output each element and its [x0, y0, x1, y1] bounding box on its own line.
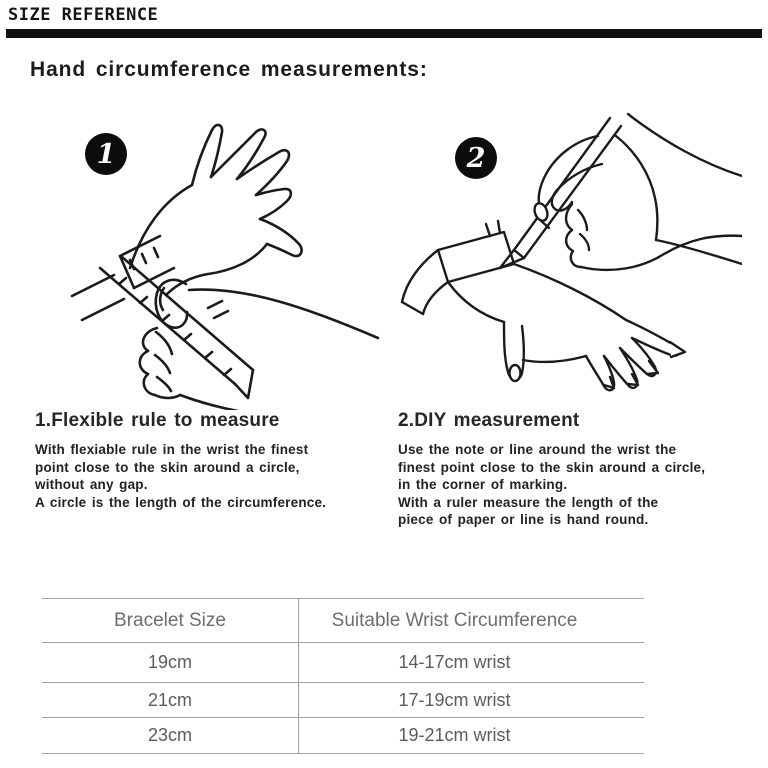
- page-title: SIZE REFERENCE: [8, 5, 159, 25]
- wrist-circumference-value: 14-17cm wrist: [298, 643, 644, 682]
- table-row: [42, 683, 644, 718]
- step-2-body-line: With a ruler measure the length of the: [398, 494, 659, 510]
- section-heading: Hand circumference measurements:: [30, 58, 428, 81]
- step-2-body-line: in the corner of marking.: [398, 477, 568, 492]
- step-1-body-line: With flexiable rule in the wrist the finest: [35, 442, 309, 457]
- size-table: [42, 598, 644, 754]
- table-header-row: [42, 599, 644, 643]
- title-divider-bar: [6, 29, 762, 38]
- wrist-circumference-value: 17-19cm wrist: [298, 683, 644, 717]
- tape-measure-hand-illustration: [60, 118, 380, 410]
- step-2-body-line: piece of paper or line is hand round.: [398, 512, 649, 527]
- step-1-body-line: point close to the skin around a circle,: [35, 459, 300, 475]
- bracelet-size-value: 19cm: [147, 652, 192, 672]
- step-2-heading: 2.DIY measurement: [398, 410, 580, 431]
- table-row: [42, 718, 644, 754]
- pen-marking-wrist-illustration: [392, 112, 742, 407]
- bracelet-size-value: 23cm: [147, 725, 192, 745]
- step-2-body-line: finest point close to the skin around a circle,: [398, 459, 706, 475]
- step-1-heading: 1.Flexible rule to measure: [35, 410, 280, 431]
- bracelet-size-value: 21cm: [147, 689, 192, 710]
- table-row: [42, 643, 644, 683]
- step-2-badge: 2: [455, 137, 497, 179]
- step-2-body: [398, 441, 705, 529]
- table-header-wrist-circumference: Suitable Wrist Circumference: [298, 599, 644, 642]
- table-header-bracelet-size: Bracelet Size: [114, 609, 226, 631]
- step-1-body: [35, 441, 326, 511]
- step-1-body-line: A circle is the length of the circumference.: [35, 494, 327, 510]
- step-1-badge: 1: [85, 133, 127, 175]
- step-2-body-line: Use the note or line around the wrist the: [398, 442, 677, 457]
- wrist-circumference-value: 19-21cm wrist: [298, 718, 644, 753]
- step-1-body-line: without any gap.: [35, 477, 148, 492]
